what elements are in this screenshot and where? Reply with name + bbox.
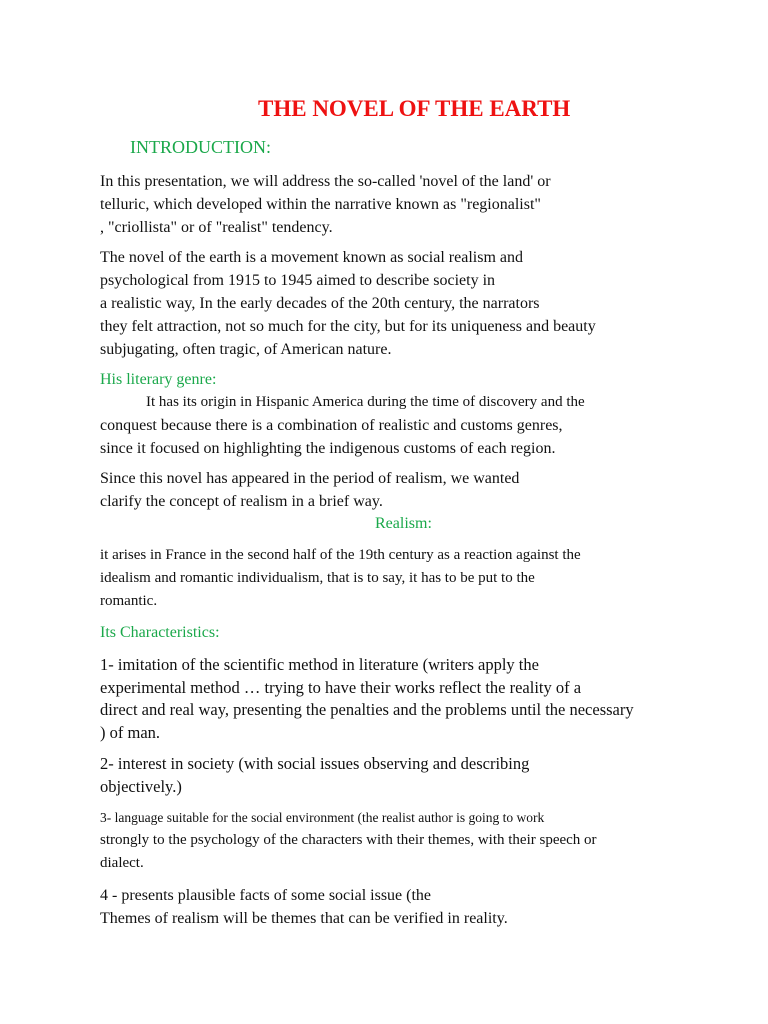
text-line: objectively.) (100, 776, 182, 796)
characteristic-item-2 (100, 753, 529, 798)
realism-paragraph (100, 544, 581, 613)
text-line: since it focused on highlighting the indigenous customs of each region. (100, 440, 556, 457)
literary-genre-paragraph-2 (100, 467, 519, 513)
text-line: a realistic way, In the early decades of the 20th century, the narrators (100, 295, 540, 312)
text-line: 3- language suitable for the social environment (the realist author is going to work (100, 810, 545, 825)
introduction-paragraph-2 (100, 246, 596, 361)
characteristic-item-1 (100, 654, 634, 744)
text-line: it arises in France in the second half of the 19th century as a reaction against the (100, 547, 581, 563)
text-line: strongly to the psychology of the characters with their themes, with their speech or (100, 832, 597, 848)
text-line: Themes of realism will be themes that can be verified in reality. (100, 910, 508, 927)
characteristic-item-4 (100, 884, 508, 930)
text-line: subjugating, often tragic, of American nature. (100, 341, 392, 358)
text-line: experimental method … trying to have their works reflect the reality of a (100, 677, 582, 697)
text-line: 1- imitation of the scientific method in literature (writers apply the (100, 655, 539, 674)
text-line: conquest because there is a combination of realistic and customs genres, (100, 417, 563, 434)
document-title: THE NOVEL OF THE EARTH (258, 96, 571, 121)
text-line: It has its origin in Hispanic America during the time of discovery and the (146, 394, 585, 410)
text-line: idealism and romantic individualism, that is to say, it has to be put to the (100, 570, 535, 586)
literary-genre-heading: His literary genre: (100, 371, 217, 388)
text-line: , "criollista" or of "realist" tendency. (100, 219, 333, 236)
text-line: In this presentation, we will address the so-called 'novel of the land' or (100, 173, 551, 190)
text-line: ) of man. (100, 722, 161, 742)
text-line: 4 - presents plausible facts of some social issue (the (100, 887, 432, 904)
text-line: psychological from 1915 to 1945 aimed to describe society in (100, 272, 496, 289)
text-line: Since this novel has appeared in the period of realism, we wanted (100, 470, 520, 487)
characteristic-item-3 (100, 806, 597, 875)
text-line: clarify the concept of realism in a brief way. (100, 493, 383, 510)
introduction-paragraph-1 (100, 170, 551, 239)
literary-genre-paragraph-1 (100, 391, 585, 460)
text-line: they felt attraction, not so much for the city, but for its uniqueness and beauty (100, 318, 596, 335)
text-line: telluric, which developed within the narrative known as "regionalist" (100, 196, 541, 213)
text-line: direct and real way, presenting the penalties and the problems until the necessary (100, 700, 634, 719)
text-line: romantic. (100, 593, 158, 609)
introduction-heading: INTRODUCTION: (130, 137, 271, 157)
realism-heading: Realism: (375, 515, 432, 532)
text-line: The novel of the earth is a movement known as social realism and (100, 249, 523, 266)
text-line: 2- interest in society (with social issues observing and describing (100, 754, 530, 773)
characteristics-heading: Its Characteristics: (100, 624, 220, 641)
text-line: dialect. (100, 855, 144, 871)
